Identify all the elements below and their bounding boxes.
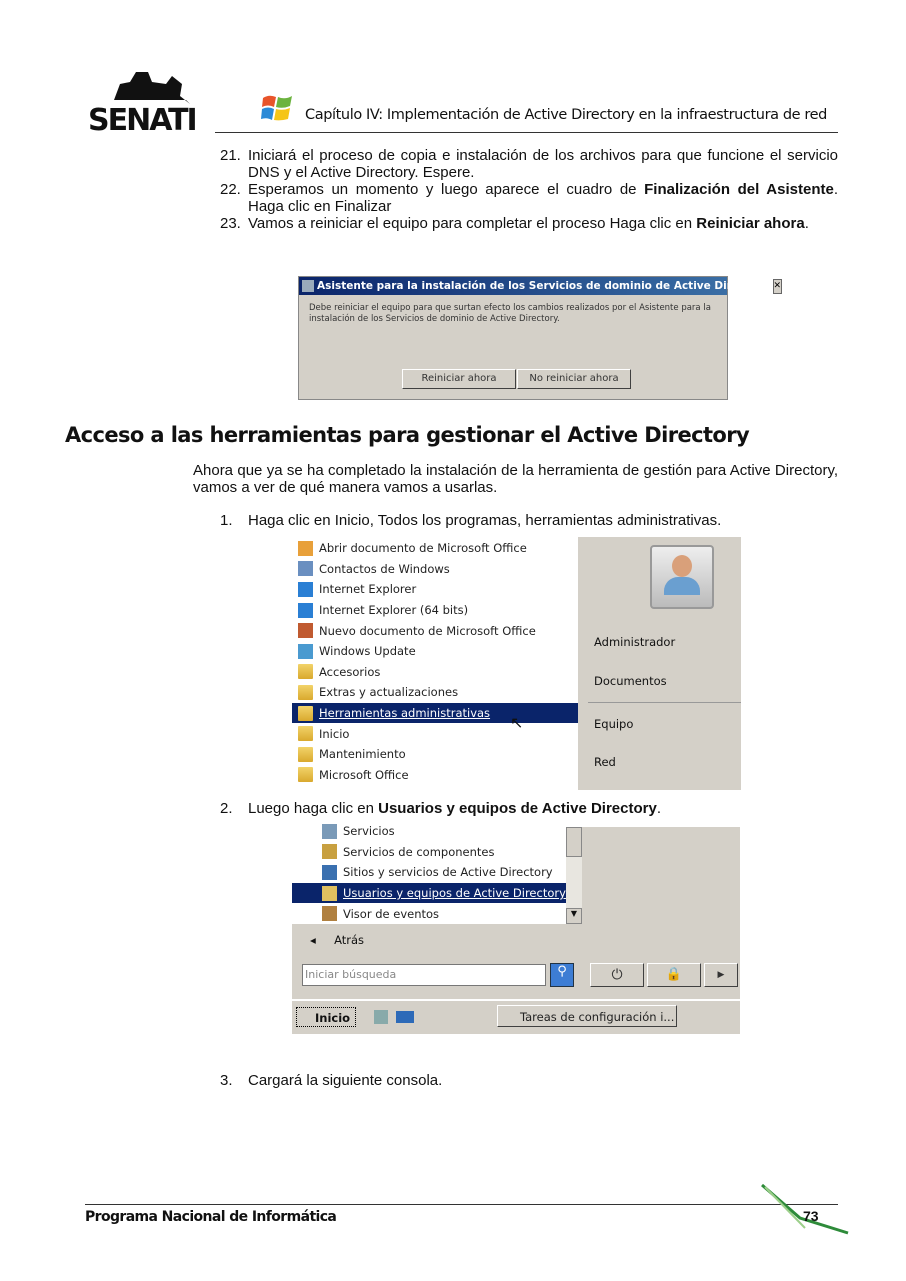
admin-tool-item[interactable] — [292, 903, 566, 924]
user-avatar — [650, 545, 714, 609]
program-label: Nuevo documento de Microsoft Office — [319, 623, 536, 638]
restart-now-button[interactable]: Reiniciar ahora — [402, 369, 516, 389]
menu-equipo[interactable]: Equipo — [594, 717, 634, 731]
step-text: Haga clic en Inicio, Todos los programas, herramientas administrativas. — [248, 512, 722, 529]
windows-flag-icon — [261, 92, 295, 124]
text: . — [804, 215, 809, 232]
program-item[interactable] — [292, 559, 578, 580]
tool-label: Sitios y servicios de Active Directory — [343, 865, 553, 880]
back-label: Atrás — [334, 933, 365, 947]
step-23 — [220, 215, 838, 232]
program-item[interactable] — [292, 579, 578, 600]
program-item[interactable] — [292, 662, 578, 683]
step-text — [248, 215, 838, 232]
program-item[interactable] — [292, 744, 578, 765]
step-number: 1. — [220, 512, 233, 529]
tool-icon — [322, 906, 337, 921]
program-icon — [298, 644, 313, 659]
step-text: Iniciará el proceso de copia e instalación de los archivos para que funcione el servicio DNS y el Active Directory. Espere. — [248, 147, 838, 181]
text: Luego haga clic en — [248, 800, 379, 817]
close-icon[interactable]: ✕ — [773, 279, 783, 294]
program-item[interactable] — [292, 765, 578, 786]
program-icon — [298, 623, 313, 638]
page-number: 73 — [803, 1208, 819, 1224]
menu-administrador[interactable]: Administrador — [594, 635, 676, 649]
folder-icon — [298, 747, 313, 762]
program-item[interactable] — [292, 641, 578, 662]
program-label: Mantenimiento — [319, 747, 406, 762]
gear-icon — [86, 70, 216, 138]
footer-rule — [85, 1204, 838, 1205]
program-label: Herramientas administrativas — [319, 706, 491, 721]
program-label: Inicio — [319, 726, 350, 741]
admin-tool-item[interactable] — [292, 842, 566, 863]
program-label: Windows Update — [319, 644, 416, 659]
step-text: Cargará la siguiente consola. — [248, 1072, 443, 1089]
power-button[interactable]: ⏻ — [590, 963, 644, 987]
restart-dialog — [298, 276, 782, 400]
step-number: 3. — [220, 1072, 233, 1089]
program-item[interactable] — [292, 703, 578, 724]
program-label: Abrir documento de Microsoft Office — [319, 541, 527, 556]
program-item[interactable] — [292, 600, 578, 621]
tool-label: Visor de eventos — [343, 906, 440, 921]
chapter-title: Capítulo IV: Implementación de Active Directory en la infraestructura de red — [305, 107, 827, 123]
no-restart-button[interactable]: No reiniciar ahora — [517, 369, 631, 389]
step-3 — [220, 1072, 838, 1089]
text: Vamos a reiniciar el equipo para completar el proceso Haga clic en — [248, 215, 697, 232]
step-number: 22. — [220, 181, 241, 198]
program-icon — [298, 603, 313, 618]
mouse-cursor-icon: ↖ — [510, 713, 524, 732]
admin-tool-item[interactable] — [292, 883, 566, 904]
admin-tool-item[interactable] — [292, 821, 566, 842]
senati-logo — [86, 70, 216, 138]
start-label: Inicio — [315, 1011, 351, 1025]
menu-red[interactable]: Red — [594, 755, 616, 769]
step-text — [248, 800, 838, 817]
programs-list — [292, 537, 578, 791]
back-button[interactable] — [310, 933, 364, 947]
folder-icon — [298, 726, 313, 741]
admin-tools-list — [292, 821, 566, 924]
header-rule — [215, 132, 838, 133]
tool-icon — [322, 844, 337, 859]
admin-tools-screenshot — [292, 824, 740, 1032]
desktop-icon[interactable] — [396, 1011, 414, 1023]
program-item[interactable] — [292, 620, 578, 641]
program-icon — [298, 582, 313, 597]
search-input[interactable]: Iniciar búsqueda — [302, 964, 546, 986]
taskbar-task-button[interactable] — [497, 1005, 677, 1027]
program-label: Internet Explorer (64 bits) — [319, 603, 469, 618]
quick-launch-icon[interactable] — [374, 1010, 388, 1024]
start-button[interactable] — [296, 1007, 356, 1027]
program-label: Extras y actualizaciones — [319, 685, 459, 700]
arrow-right-icon[interactable]: ▶ — [704, 963, 738, 987]
dialog-message: Debe reiniciar el equipo para que surtan efecto los cambios realizados por el Asistente para la instalación de los Servicios de dominio de Active Directory. — [309, 303, 711, 324]
folder-icon — [298, 685, 313, 700]
bold-text: Usuarios y equipos de Active Directory — [378, 800, 657, 817]
tool-icon — [322, 865, 337, 880]
program-item[interactable] — [292, 723, 578, 744]
admin-tool-item[interactable] — [292, 862, 566, 883]
scroll-down-icon[interactable]: ▼ — [566, 908, 582, 924]
step-1 — [220, 512, 838, 529]
program-label: Microsoft Office — [319, 767, 409, 782]
folder-icon — [298, 706, 313, 721]
scrollbar[interactable] — [566, 827, 582, 924]
program-label: Contactos de Windows — [319, 561, 450, 576]
program-label: Internet Explorer — [319, 582, 417, 597]
text: Esperamos un momento y luego aparece el cuadro de — [248, 181, 645, 198]
task-label: Tareas de configuración i... — [520, 1010, 675, 1024]
tool-icon — [322, 824, 337, 839]
dialog-title: Asistente para la instalación de los Servicios de dominio de Active Directory — [317, 280, 770, 292]
tool-label: Servicios de componentes — [343, 844, 495, 859]
folder-icon — [298, 767, 313, 782]
program-icon — [298, 541, 313, 556]
menu-documentos[interactable]: Documentos — [594, 674, 667, 688]
bold-text: Finalización del Asistente — [644, 181, 834, 198]
taskbar — [292, 999, 740, 1034]
program-label: Accesorios — [319, 664, 381, 679]
step-21 — [220, 147, 838, 181]
folder-icon — [298, 664, 313, 679]
tool-label: Usuarios y equipos de Active Directory — [343, 886, 566, 901]
dialog-titlebar — [299, 277, 782, 295]
text: . Haga clic en Finalizar — [248, 181, 839, 215]
step-number: 2. — [220, 800, 233, 817]
section-title: Acceso a las herramientas para gestionar el Active Directory — [65, 423, 750, 447]
svg-text:SENATI: SENATI — [88, 103, 196, 138]
footer-program: Programa Nacional de Informática — [85, 1209, 337, 1225]
step-2 — [220, 800, 838, 817]
tool-icon — [322, 886, 337, 901]
back-arrow-icon: ◂ — [310, 933, 316, 947]
tool-label: Servicios — [343, 824, 395, 839]
step-number: 21. — [220, 147, 241, 164]
lock-icon[interactable]: 🔒 — [647, 963, 701, 987]
step-22 — [220, 181, 838, 215]
step-number: 23. — [220, 215, 241, 232]
program-item[interactable] — [292, 682, 578, 703]
text: . — [656, 800, 661, 817]
step-text — [248, 181, 838, 215]
intro-paragraph: Ahora que ya se ha completado la instalación de la herramienta de gestión para Active Directory, vamos a ver de qué manera vamos a usarlas. — [193, 462, 838, 496]
app-icon — [302, 280, 314, 292]
bold-text: Reiniciar ahora — [696, 215, 805, 232]
program-item[interactable] — [292, 538, 578, 559]
search-icon[interactable]: ⚲ — [550, 963, 574, 987]
divider — [588, 702, 741, 703]
start-menu-screenshot — [292, 537, 741, 790]
program-icon — [298, 561, 313, 576]
